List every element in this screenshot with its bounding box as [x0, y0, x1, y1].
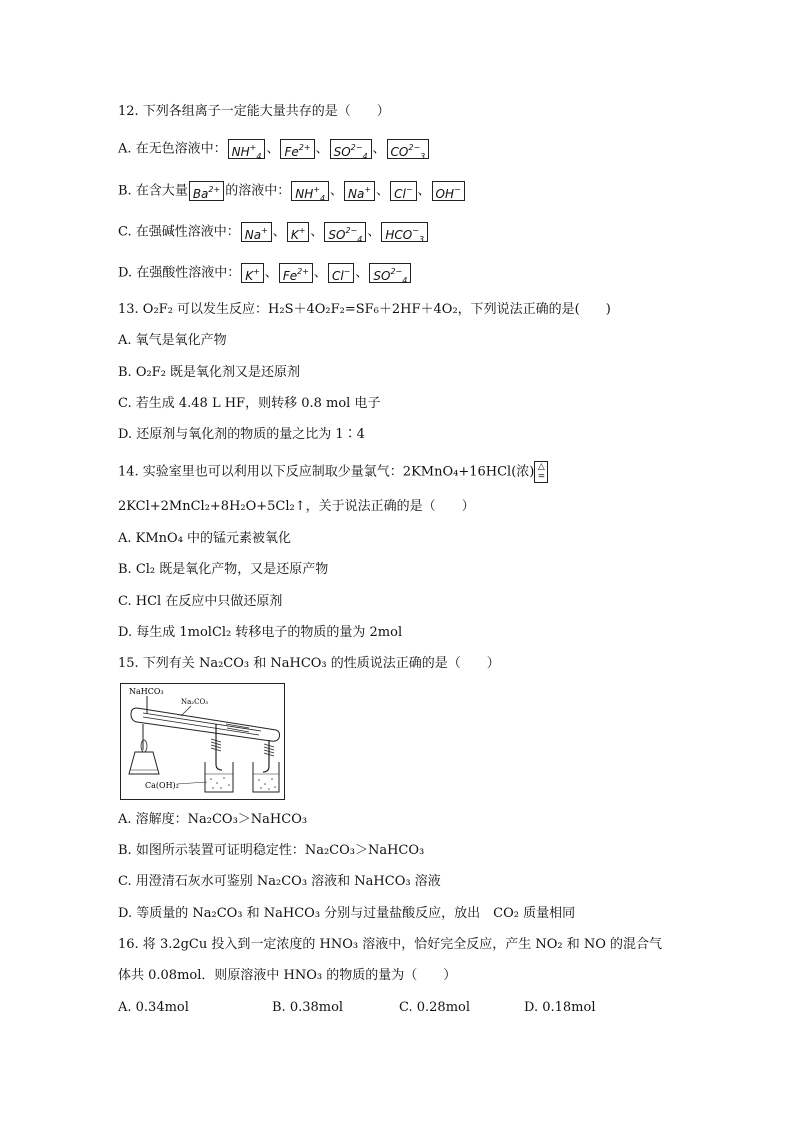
q12-a-prefix: A. 在无色溶液中： [118, 141, 227, 157]
q15-option-b[interactable]: B. 如图所示装置可证明稳定性：Na₂CO₃＞NaHCO₃ [118, 843, 425, 858]
q12-c-prefix: C. 在强碱性溶液中： [118, 224, 240, 240]
q14-option-b[interactable]: B. Cl₂ 既是氧化产物，又是还原产物 [118, 562, 329, 577]
q13-option-b[interactable]: B. O₂F₂ 既是氧化剂又是还原剂 [118, 365, 301, 380]
fig-label-caoh2: Ca(OH)₂ [145, 781, 179, 790]
q14-option-a[interactable]: A. KMnO₄ 中的锰元素被氧化 [118, 531, 292, 546]
ion-cl: Cl− [390, 181, 416, 201]
apparatus-figure [120, 683, 285, 800]
q15-option-d[interactable]: D. 等质量的 Na₂CO₃ 和 NaHCO₃ 分别与过量盐酸反应，放出 CO₂ 质量相同 [118, 906, 576, 921]
q14-stem-2: 2KCl+2MnCl₂+8H₂O+5Cl₂↑，关于说法正确的是（ ） [118, 499, 475, 514]
q16-option-a[interactable]: A. 0.34mol [118, 1000, 189, 1015]
apparatus-drawing [121, 684, 284, 799]
q12-b-prefix: B. 在含大量 [118, 183, 188, 199]
ion-so4: $SO^{2-}_4$ [369, 263, 411, 283]
q15-option-c[interactable]: C. 用澄清石灰水可鉴别 Na₂CO₃ 溶液和 NaHCO₃ 溶液 [118, 874, 441, 889]
ion-na: Na+ [241, 222, 272, 242]
q13-option-a[interactable]: A. 氧气是氧化产物 [118, 333, 227, 348]
q16-stem-2: 体共 0.08mol．则原溶液中 HNO₃ 的物质的量为（ ） [118, 968, 457, 983]
q14-stem [118, 461, 548, 483]
fig-label-nahco3: NaHCO₃ [129, 687, 164, 696]
q13-stem: 13. O₂F₂ 可以发生反应：H₂S＋4O₂F₂=SF₆＋2HF＋4O₂，下列说法正确的是( ) [118, 302, 611, 317]
q14-option-c[interactable]: C. HCl 在反应中只做还原剂 [118, 594, 283, 609]
q16-stem: 16. 将 3.2gCu 投入到一定浓度的 HNO₃ 溶液中，恰好完全反应，产生 NO₂ 和 NO 的混合气 [118, 937, 663, 952]
q12-b-mid: 的溶液中： [225, 183, 291, 199]
ion-nh4: $NH^+_4$ [291, 181, 329, 201]
ion-so4: $SO^{2-}_4$ [324, 222, 366, 242]
fig-label-na2co3: Na₂CO₃ [181, 698, 209, 706]
q12-option-a[interactable]: A. 在无色溶液中： $NH^+_4$ 、 $Fe^{2+}$ 、 $SO^{2-}_4$ 、 $CO^{2-}_3$ [118, 139, 430, 159]
ion-fe2: $Fe^{2+}$ [280, 139, 314, 159]
q14-stem-text: 14. 实验室里也可以利用以下反应制取少量氯气：2KMnO₄+16HCl(浓) [118, 464, 535, 480]
q13-option-d[interactable]: D. 还原剂与氧化剂的物质的量之比为 1∶4 [118, 427, 365, 442]
q12-option-b[interactable]: B. 在含大量 $Ba^{2+}$ 的溶液中： $NH^+_4$ 、 Na+ 、 Cl− 、 OH− [118, 181, 466, 201]
ion-fe2: $Fe^{2+}$ [279, 263, 313, 283]
ion-nh4: $NH^+_4$ [228, 139, 266, 159]
q12-d-prefix: D. 在强酸性溶液中： [118, 265, 241, 281]
q16-option-c[interactable]: C. 0.28mol [399, 1000, 471, 1015]
q12-stem: 12. 下列各组离子一定能大量共存的是（ ） [118, 104, 390, 119]
q15-stem: 15. 下列有关 Na₂CO₃ 和 NaHCO₃ 的性质说法正确的是（ ） [118, 656, 500, 671]
q16-option-d[interactable]: D. 0.18mol [524, 1000, 596, 1015]
ion-na: Na+ [344, 181, 375, 201]
q12-option-c[interactable]: C. 在强碱性溶液中： Na+ 、 K+ 、 $SO^{2-}_4$ 、 $HCO^-_3$ [118, 222, 429, 242]
q16-option-b[interactable]: B. 0.38mol [272, 1000, 344, 1015]
ion-k: K+ [287, 222, 310, 242]
ion-oh: OH− [432, 181, 465, 201]
q12-option-d[interactable]: D. 在强酸性溶液中： K+ 、 $Fe^{2+}$ 、 Cl− 、 $SO^{2-}_4$ [118, 263, 412, 283]
q13-option-c[interactable]: C. 若生成 4.48 L HF，则转移 0.8 mol 电子 [118, 396, 381, 411]
ion-hco3: $HCO^-_3$ [381, 222, 428, 242]
ion-k: K+ [241, 263, 264, 283]
ion-ba2: $Ba^{2+}$ [189, 181, 224, 201]
ion-cl: Cl− [328, 263, 354, 283]
q14-option-d[interactable]: D. 每生成 1molCl₂ 转移电子的物质的量为 2mol [118, 625, 403, 640]
q15-option-a[interactable]: A. 溶解度：Na₂CO₃＞NaHCO₃ [118, 812, 308, 827]
heat-arrow-icon: △ = [534, 461, 548, 483]
ion-co3: $CO^{2-}_3$ [387, 139, 430, 159]
ion-so4: $SO^{2-}_4$ [330, 139, 372, 159]
